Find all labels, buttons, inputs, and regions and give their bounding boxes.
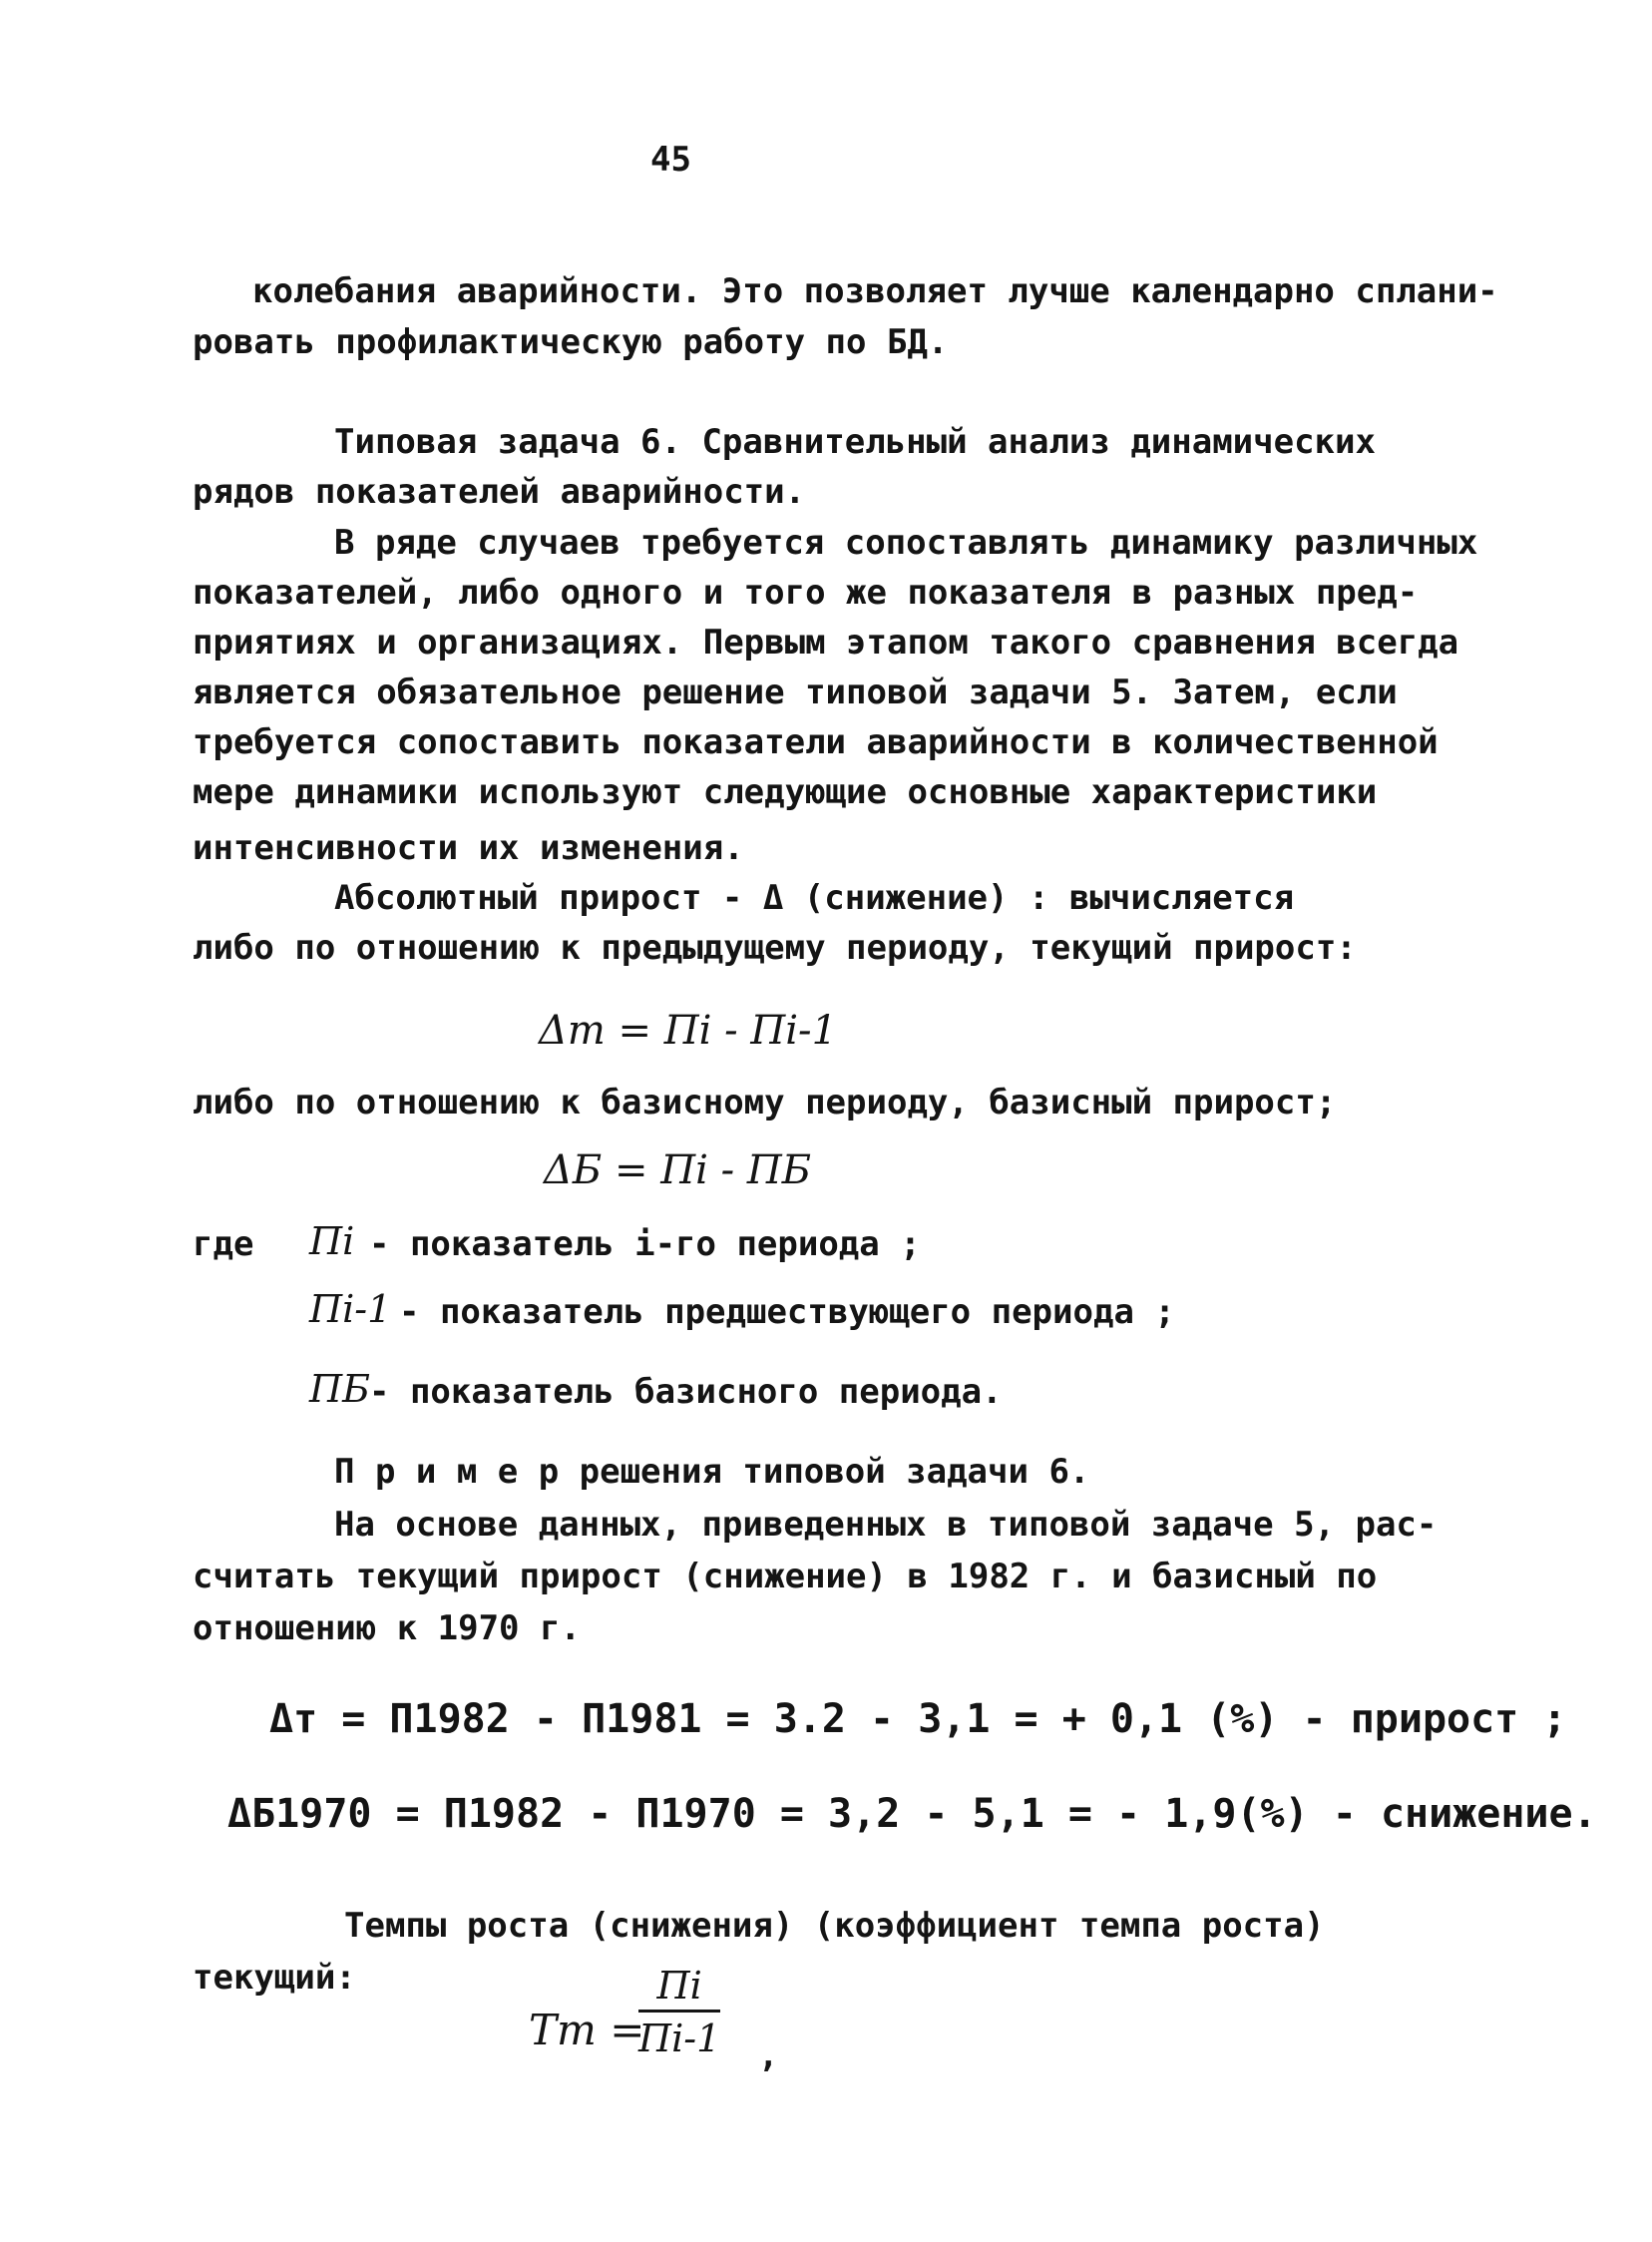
task-title-line1: Типовая задача 6. Сравнительный анализ динамических [334,422,1376,462]
para2-line2: показателей, либо одного и того же показателя в разных пред- [193,573,1419,613]
where-symbol-3: ПБ [309,1367,371,1411]
example-line3: отношению к 1970 г. [193,1608,581,1648]
formula-rate-numerator: Пi [638,1964,720,2013]
where-text-3: - показатель базисного периода. [369,1372,1003,1412]
calculation-basis: ΔБ1970 = П1982 - П1970 = 3,2 - 5,1 = - 1,9(%) - снижение. [227,1791,1597,1837]
rates-line1: Темпы роста (снижения) (коэффициент темпа роста) [344,1906,1325,1946]
where-text-2: - показатель предшествующего периода ; [399,1292,1175,1332]
para2-line7: интенсивности их изменения. [193,828,744,868]
calculation-current: Δт = П1982 - П1981 = 3.2 - 3,1 = + 0,1 (%) - прирост ; [269,1696,1567,1742]
formula-basis-growth: ΔБ = Пi - ПБ [544,1147,812,1193]
rates-label: текущий: [193,1958,356,1998]
para2-line6: мере динамики используют следующие основные характеристики [193,772,1378,812]
abs-growth-line2: либо по отношению к предыдущему периоду, текущий прирост: [193,928,1357,968]
para1-line2: ровать профилактическую работу по БД. [193,322,949,362]
basis-line: либо по отношению к базисному периоду, базисный прирост; [193,1083,1337,1122]
where-symbol-2: Пi-1 [309,1287,392,1331]
example-line1: На основе данных, приведенных в типовой задаче 5, рас- [334,1505,1438,1545]
abs-growth-line1: Абсолютный прирост - Δ (снижение) : вычисляется [334,878,1295,918]
para1-line1: колебания аварийности. Это позволяет лучше календарно сплани- [252,271,1498,311]
example-heading: П р и м е р решения типовой задачи 6. [334,1452,1090,1492]
where-word: где [193,1224,254,1264]
para2-line5: требуется сопоставить показатели аварийности в количественной [193,722,1439,762]
formula-rate-denominator: Пi-1 [638,2017,721,2060]
para2-line4: является обязательное решение типовой задачи 5. Затем, если [193,673,1398,712]
para2-line1: В ряде случаев требуется сопоставлять динамику различных [334,523,1478,563]
example-line2: считать текущий прирост (снижение) в 1982 г. и базисный по [193,1557,1378,1596]
task-title-line2: рядов показателей аварийности. [193,472,806,512]
para2-line3: приятиях и организациях. Первым этапом такого сравнения всегда [193,623,1459,663]
where-symbol-1: Пi [309,1219,355,1263]
formula-rate-fraction [638,1964,720,2060]
where-text-1: - показатель i-го периода ; [369,1224,921,1264]
page-number: 45 [650,140,691,180]
formula-current-growth: Δт = Пi - Пi-1 [539,1008,838,1054]
formula-rate-tail: , [758,2035,779,2075]
formula-rate-lhs: Тт = [529,2006,645,2054]
